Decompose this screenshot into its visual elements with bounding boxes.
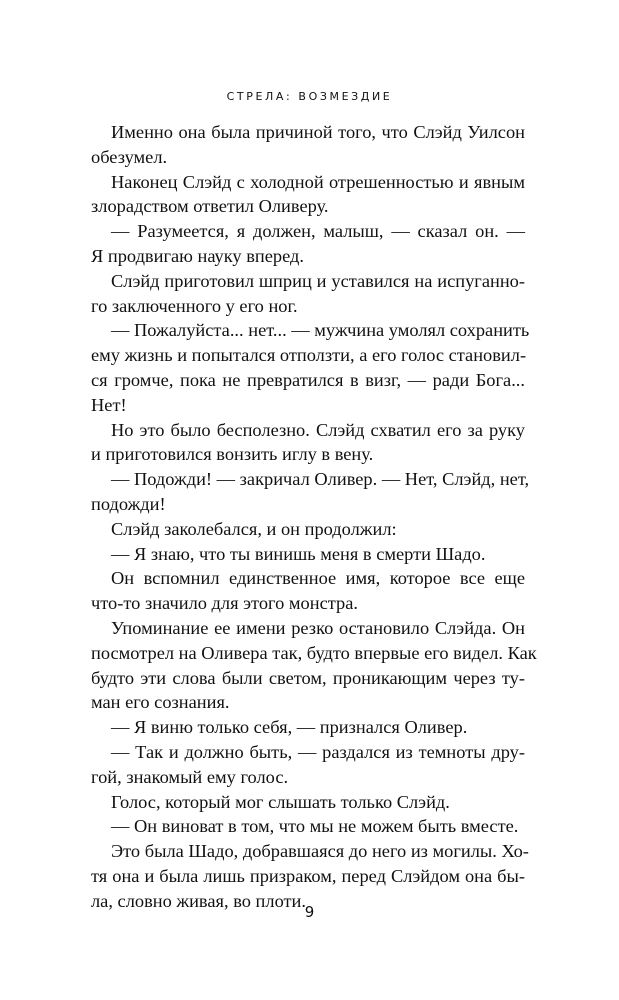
text-line: — Подожди! — закричал Оливер. — Нет, Слэйд, нет, (111, 469, 530, 490)
text-line: Упоминание ее имени резко остановило Слэйда. Он (111, 617, 525, 638)
text-line: Я продвигаю науку вперед. (91, 245, 304, 266)
running-head: СТРЕЛА: ВОЗМЕЗДИЕ (226, 90, 393, 103)
text-line: обезумел. (91, 146, 168, 167)
text-line: посмотрел на Оливера так, будто впервые его видел. Как (91, 642, 537, 663)
text-line: Нет! (91, 394, 127, 415)
text-line: ман его сознания. (91, 692, 230, 713)
text-line: — Я виню только себя, — признался Оливер. (111, 717, 468, 738)
text-line: злорадством ответил Оливеру. (91, 196, 329, 217)
text-line: ему жизнь и попытался отползти, а его голос становил- (91, 345, 527, 366)
text-line: Он вспомнил единственное имя, которое все еще (111, 568, 525, 589)
text-line: — Пожалуйста... нет... — мужчина умолял сохранить (111, 320, 530, 341)
text-line: ла, словно живая, во плоти. (91, 890, 306, 911)
page-number: 9 (304, 903, 315, 921)
text-line: Это была Шадо, добравшаяся до него из могилы. Хо- (111, 841, 529, 862)
text-line: — Он виноват в том, что мы не можем быть вместе. (111, 816, 519, 837)
text-line: — Так и должно быть, — раздался из темноты дру- (111, 741, 525, 762)
text-line: го заключенного у его ног. (91, 295, 298, 316)
text-line: Именно она была причиной того, что Слэйд Уилсон (111, 122, 525, 142)
text-line: Но это было бесполезно. Слэйд схватил его за руку (111, 419, 525, 440)
text-line: и приготовился вонзить иглу в вену. (91, 444, 374, 465)
text-line: Слэйд приготовил шприц и уставился на испуганно- (111, 270, 525, 291)
body-text (91, 120, 537, 914)
text-line: Голос, который мог слышать только Слэйд. (111, 791, 450, 812)
text-line: — Разумеется, я должен, малыш, — сказал он. — (111, 221, 525, 242)
text-line: гой, знакомый ему голос. (91, 766, 289, 787)
text-line: Слэйд заколебался, и он продолжил: (111, 518, 397, 539)
text-line: будто эти слова были светом, проникающим через ту- (91, 667, 525, 688)
text-line: что-то значило для этого монстра. (91, 593, 358, 614)
text-line: ся громче, пока не превратился в визг, — ради Бога... (91, 369, 525, 390)
text-line: подожди! (91, 493, 166, 514)
text-line: Наконец Слэйд с холодной отрешенностью и явным (111, 171, 525, 192)
text-line: — Я знаю, что ты винишь меня в смерти Шадо. (111, 543, 486, 564)
text-line: тя она и была лишь призраком, перед Слэйдом она бы- (91, 865, 525, 886)
